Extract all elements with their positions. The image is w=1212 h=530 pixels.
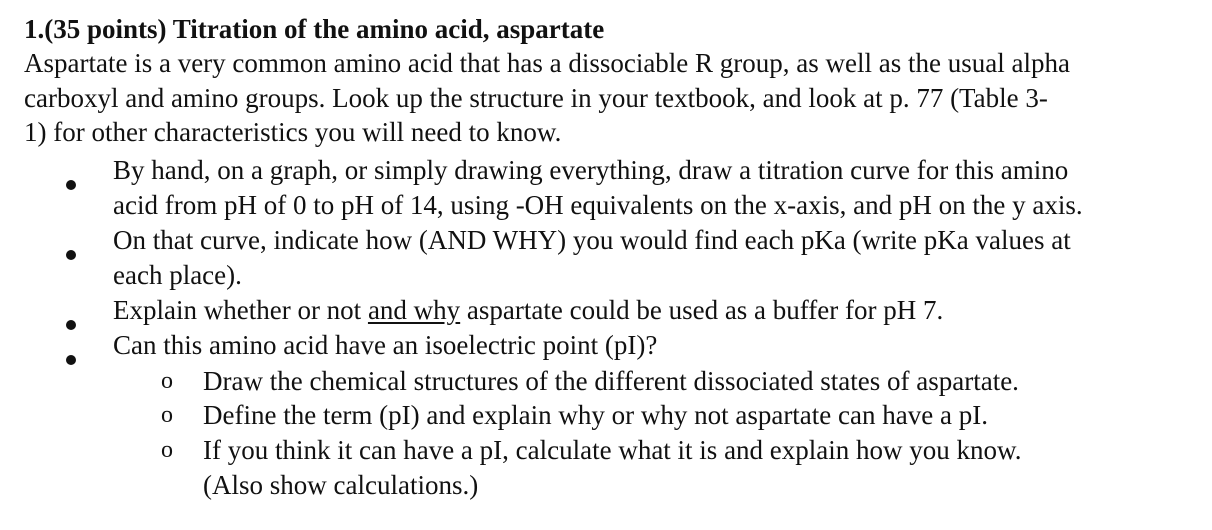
sub-bullet-item-calculate-pi	[203, 433, 1203, 502]
bullet-item-titration-curve	[113, 153, 1203, 222]
bullet-dot-icon	[66, 250, 76, 260]
bullet-line	[113, 293, 1203, 328]
sub-bullet-line: Define the term (pI) and explain why or why not aspartate can have a pI.	[203, 400, 988, 430]
bullet-dot-icon	[66, 320, 76, 330]
sub-bullet-line: (Also show calculations.)	[203, 469, 479, 500]
sub-bullet-marker-icon: o	[161, 368, 173, 394]
bullet-line: Can this amino acid have an isoelectric point (pI)?	[113, 330, 658, 360]
bullet-text: Explain whether or not	[113, 295, 368, 325]
sub-bullet-item-structures	[203, 364, 1203, 399]
sub-bullet-line: If you think it can have a pI, calculate what it is and explain how you know.	[203, 435, 1022, 465]
underlined-text: and why	[367, 295, 461, 325]
bullet-dot-icon	[66, 355, 76, 365]
intro-line: 1) for other characteristics you will need to know.	[24, 117, 562, 147]
bullet-dot-icon	[66, 180, 76, 190]
intro-line: carboxyl and amino groups. Look up the structure in your textbook, and look at p. 77 (Table 3-	[24, 82, 1048, 113]
question-title: 1.(35 points) Titration of the amino acid, aspartate	[24, 14, 605, 44]
intro-line: Aspartate is a very common amino acid that has a dissociable R group, as well as the usual alpha	[24, 48, 1070, 78]
bullet-line: On that curve, indicate how (AND WHY) you would find each pKa (write pKa values at	[113, 225, 1071, 255]
sub-bullet-marker-icon: o	[161, 402, 173, 428]
sub-bullet-line: Draw the chemical structures of the different dissociated states of aspartate.	[203, 366, 1019, 396]
bullet-line: acid from pH of 0 to pH of 14, using -OH equivalents on the x-axis, and pH on the y axis.	[113, 189, 1083, 220]
sub-bullet-item-define-pi	[203, 398, 1203, 433]
bullet-line: By hand, on a graph, or simply drawing everything, draw a titration curve for this amino	[113, 155, 1069, 185]
bullet-item-isoelectric	[113, 328, 1203, 363]
sub-bullet-marker-icon: o	[161, 437, 173, 463]
bullet-item-pka	[113, 223, 1203, 292]
question-intro	[24, 46, 1199, 150]
bullet-text: aspartate could be used as a buffer for pH 7.	[460, 295, 944, 325]
bullet-line: each place).	[113, 259, 242, 290]
bullet-item-buffer	[113, 293, 1203, 328]
